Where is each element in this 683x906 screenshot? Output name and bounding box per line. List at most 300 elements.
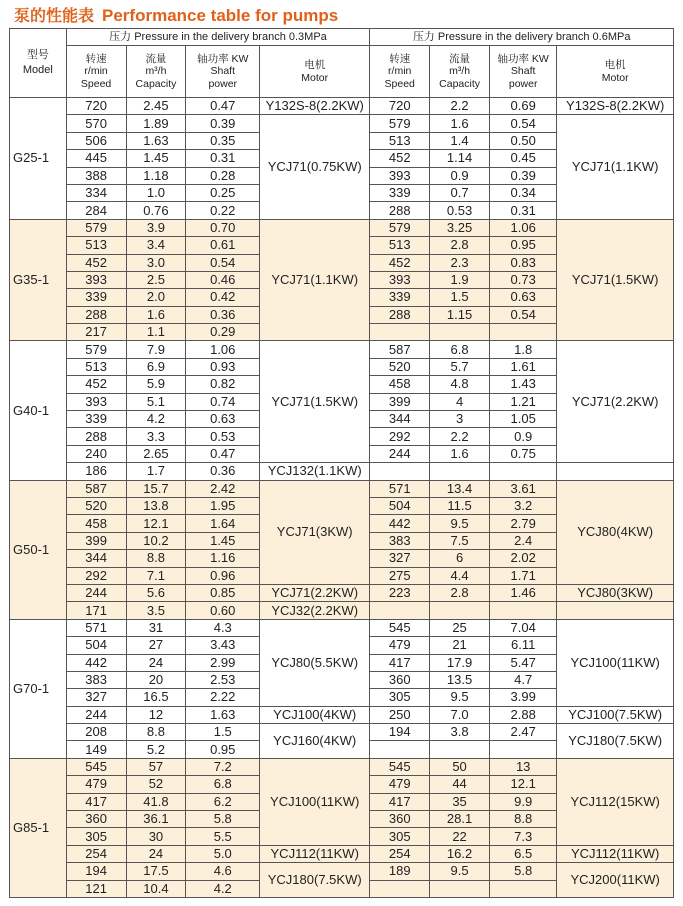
power-cell: 0.31 bbox=[490, 202, 557, 219]
speed-cell: 399 bbox=[370, 393, 430, 410]
power-cell: 0.36 bbox=[186, 306, 260, 323]
power-cell: 0.34 bbox=[490, 184, 557, 201]
speed-cell: 479 bbox=[66, 776, 126, 793]
model-cell: G25-1 bbox=[10, 98, 67, 220]
capacity-cell: 50 bbox=[430, 758, 490, 775]
speed-cell bbox=[370, 741, 430, 758]
capacity-cell: 27 bbox=[126, 637, 186, 654]
capacity-cell: 22 bbox=[430, 828, 490, 845]
capacity-cell: 5.6 bbox=[126, 584, 186, 601]
speed-cell: 513 bbox=[370, 132, 430, 149]
capacity-cell: 3.8 bbox=[430, 724, 490, 741]
power-cell: 2.99 bbox=[186, 654, 260, 671]
power-cell: 1.06 bbox=[490, 219, 557, 236]
speed-cell: 445 bbox=[66, 150, 126, 167]
speed-cell: 570 bbox=[66, 115, 126, 132]
capacity-cell: 2.2 bbox=[430, 428, 490, 445]
table-body bbox=[10, 98, 674, 898]
power-cell: 0.47 bbox=[186, 98, 260, 115]
speed-cell: 545 bbox=[370, 758, 430, 775]
power-cell: 0.73 bbox=[490, 271, 557, 288]
capacity-cell: 5.9 bbox=[126, 376, 186, 393]
power-cell bbox=[490, 324, 557, 341]
speed-cell: 327 bbox=[66, 689, 126, 706]
capacity-header: 流量 m³/h Capacity bbox=[430, 46, 490, 98]
capacity-cell: 3.0 bbox=[126, 254, 186, 271]
capacity-cell: 2.65 bbox=[126, 445, 186, 462]
speed-cell: 452 bbox=[370, 254, 430, 271]
speed-cell: 579 bbox=[66, 219, 126, 236]
capacity-cell: 3.3 bbox=[126, 428, 186, 445]
capacity-cell: 2.5 bbox=[126, 271, 186, 288]
capacity-cell: 3 bbox=[430, 411, 490, 428]
power-cell: 0.42 bbox=[186, 289, 260, 306]
title-en: Performance table for pumps bbox=[102, 6, 339, 25]
capacity-cell: 1.9 bbox=[430, 271, 490, 288]
speed-cell: 121 bbox=[66, 880, 126, 897]
speed-cell: 275 bbox=[370, 567, 430, 584]
speed-cell: 339 bbox=[370, 184, 430, 201]
capacity-cell: 0.53 bbox=[430, 202, 490, 219]
capacity-cell: 24 bbox=[126, 845, 186, 862]
speed-cell: 388 bbox=[66, 167, 126, 184]
power-cell: 0.36 bbox=[186, 463, 260, 480]
motor-cell: YCJ80(4KW) bbox=[557, 480, 674, 584]
capacity-cell: 13.4 bbox=[430, 480, 490, 497]
capacity-cell: 9.5 bbox=[430, 863, 490, 880]
power-cell: 0.22 bbox=[186, 202, 260, 219]
power-cell: 0.54 bbox=[186, 254, 260, 271]
motor-cell: YCJ112(11KW) bbox=[260, 845, 370, 862]
capacity-cell: 2.0 bbox=[126, 289, 186, 306]
speed-cell: 288 bbox=[370, 306, 430, 323]
speed-cell: 520 bbox=[370, 358, 430, 375]
motor-cell bbox=[557, 463, 674, 480]
capacity-cell: 7.9 bbox=[126, 341, 186, 358]
speed-cell: 587 bbox=[370, 341, 430, 358]
power-cell: 7.04 bbox=[490, 619, 557, 636]
motor-cell: YCJ80(5.5KW) bbox=[260, 619, 370, 706]
capacity-cell bbox=[430, 880, 490, 897]
capacity-cell: 11.5 bbox=[430, 497, 490, 514]
capacity-cell: 35 bbox=[430, 793, 490, 810]
capacity-cell bbox=[430, 463, 490, 480]
power-cell bbox=[490, 602, 557, 619]
power-cell: 0.82 bbox=[186, 376, 260, 393]
capacity-cell: 1.14 bbox=[430, 150, 490, 167]
speed-cell: 240 bbox=[66, 445, 126, 462]
capacity-cell: 10.2 bbox=[126, 532, 186, 549]
power-cell: 7.3 bbox=[490, 828, 557, 845]
capacity-cell: 7.0 bbox=[430, 706, 490, 723]
speed-cell: 305 bbox=[370, 689, 430, 706]
capacity-cell: 13.5 bbox=[430, 671, 490, 688]
power-cell: 2.22 bbox=[186, 689, 260, 706]
speed-cell: 288 bbox=[370, 202, 430, 219]
capacity-cell: 2.8 bbox=[430, 584, 490, 601]
speed-cell: 417 bbox=[370, 793, 430, 810]
capacity-cell: 8.8 bbox=[126, 724, 186, 741]
motor-cell: YCJ112(11KW) bbox=[557, 845, 674, 862]
power-cell: 0.95 bbox=[186, 741, 260, 758]
speed-cell: 545 bbox=[66, 758, 126, 775]
capacity-cell: 1.6 bbox=[126, 306, 186, 323]
capacity-cell: 3.5 bbox=[126, 602, 186, 619]
speed-cell: 452 bbox=[66, 254, 126, 271]
power-cell: 2.47 bbox=[490, 724, 557, 741]
power-cell: 0.74 bbox=[186, 393, 260, 410]
speed-cell: 417 bbox=[370, 654, 430, 671]
capacity-cell: 4.8 bbox=[430, 376, 490, 393]
speed-cell: 208 bbox=[66, 724, 126, 741]
capacity-cell: 21 bbox=[430, 637, 490, 654]
table-row bbox=[10, 863, 674, 880]
motor-cell: YCJ71(1.1KW) bbox=[557, 115, 674, 219]
capacity-cell: 44 bbox=[430, 776, 490, 793]
model-cell: G70-1 bbox=[10, 619, 67, 758]
capacity-cell: 2.2 bbox=[430, 98, 490, 115]
capacity-cell: 1.15 bbox=[430, 306, 490, 323]
capacity-cell: 24 bbox=[126, 654, 186, 671]
power-cell: 2.4 bbox=[490, 532, 557, 549]
power-cell: 3.43 bbox=[186, 637, 260, 654]
speed-cell: 171 bbox=[66, 602, 126, 619]
capacity-cell: 28.1 bbox=[430, 811, 490, 828]
capacity-cell: 36.1 bbox=[126, 811, 186, 828]
power-cell: 0.35 bbox=[186, 132, 260, 149]
power-cell: 0.31 bbox=[186, 150, 260, 167]
power-cell: 0.54 bbox=[490, 115, 557, 132]
capacity-cell: 12.1 bbox=[126, 515, 186, 532]
power-cell: 2.79 bbox=[490, 515, 557, 532]
capacity-cell: 5.2 bbox=[126, 741, 186, 758]
speed-cell: 571 bbox=[66, 619, 126, 636]
power-cell: 0.93 bbox=[186, 358, 260, 375]
performance-table bbox=[9, 28, 674, 898]
speed-cell: 244 bbox=[66, 584, 126, 601]
motor-cell: YCJ180(7.5KW) bbox=[557, 724, 674, 759]
capacity-cell: 2.8 bbox=[430, 237, 490, 254]
power-cell: 0.60 bbox=[186, 602, 260, 619]
power-cell: 0.63 bbox=[186, 411, 260, 428]
motor-header: 电机 Motor bbox=[260, 46, 370, 98]
capacity-cell: 1.1 bbox=[126, 324, 186, 341]
capacity-cell: 1.18 bbox=[126, 167, 186, 184]
table-row bbox=[10, 341, 674, 358]
speed-cell: 393 bbox=[370, 167, 430, 184]
table-row bbox=[10, 724, 674, 741]
motor-cell: YCJ100(11KW) bbox=[557, 619, 674, 706]
model-header: 型号 Model bbox=[10, 29, 67, 98]
power-cell: 0.83 bbox=[490, 254, 557, 271]
capacity-cell: 3.25 bbox=[430, 219, 490, 236]
speed-cell: 305 bbox=[66, 828, 126, 845]
speed-cell: 479 bbox=[370, 637, 430, 654]
speed-cell: 479 bbox=[370, 776, 430, 793]
capacity-cell: 4 bbox=[430, 393, 490, 410]
speed-cell: 149 bbox=[66, 741, 126, 758]
power-cell: 0.28 bbox=[186, 167, 260, 184]
model-cell: G35-1 bbox=[10, 219, 67, 341]
speed-cell: 720 bbox=[66, 98, 126, 115]
speed-cell: 442 bbox=[66, 654, 126, 671]
speed-cell: 571 bbox=[370, 480, 430, 497]
power-cell: 0.39 bbox=[186, 115, 260, 132]
power-cell bbox=[490, 463, 557, 480]
speed-cell: 579 bbox=[66, 341, 126, 358]
power-cell: 2.53 bbox=[186, 671, 260, 688]
motor-cell: YCJ132(1.1KW) bbox=[260, 463, 370, 480]
table-row bbox=[10, 115, 674, 132]
capacity-cell: 1.0 bbox=[126, 184, 186, 201]
capacity-cell: 16.5 bbox=[126, 689, 186, 706]
power-cell: 5.0 bbox=[186, 845, 260, 862]
speed-cell: 579 bbox=[370, 219, 430, 236]
capacity-cell: 41.8 bbox=[126, 793, 186, 810]
motor-cell: YCJ71(2.2KW) bbox=[260, 584, 370, 601]
power-cell: 5.8 bbox=[186, 811, 260, 828]
page-title bbox=[14, 2, 338, 30]
capacity-cell: 6.8 bbox=[430, 341, 490, 358]
table-row bbox=[10, 845, 674, 862]
speed-cell: 305 bbox=[370, 828, 430, 845]
power-cell: 2.02 bbox=[490, 550, 557, 567]
power-cell: 0.53 bbox=[186, 428, 260, 445]
speed-cell: 327 bbox=[370, 550, 430, 567]
power-header: 轴功率 KW Shaft power bbox=[490, 46, 557, 98]
motor-cell: YCJ112(15KW) bbox=[557, 758, 674, 845]
power-cell: 0.9 bbox=[490, 428, 557, 445]
speed-cell: 189 bbox=[370, 863, 430, 880]
power-cell: 6.11 bbox=[490, 637, 557, 654]
motor-cell: Y132S-8(2.2KW) bbox=[557, 98, 674, 115]
motor-cell: YCJ100(11KW) bbox=[260, 758, 370, 845]
capacity-cell: 1.5 bbox=[430, 289, 490, 306]
capacity-cell: 12 bbox=[126, 706, 186, 723]
table-row bbox=[10, 584, 674, 601]
capacity-cell: 8.8 bbox=[126, 550, 186, 567]
capacity-cell: 0.76 bbox=[126, 202, 186, 219]
power-cell: 6.5 bbox=[490, 845, 557, 862]
capacity-cell: 1.6 bbox=[430, 445, 490, 462]
speed-cell: 458 bbox=[370, 376, 430, 393]
motor-cell: YCJ71(0.75KW) bbox=[260, 115, 370, 219]
speed-cell: 334 bbox=[66, 184, 126, 201]
power-cell: 8.8 bbox=[490, 811, 557, 828]
speed-cell: 579 bbox=[370, 115, 430, 132]
power-cell: 5.5 bbox=[186, 828, 260, 845]
speed-cell: 194 bbox=[370, 724, 430, 741]
speed-cell: 452 bbox=[66, 376, 126, 393]
power-cell: 1.5 bbox=[186, 724, 260, 741]
speed-cell: 339 bbox=[66, 289, 126, 306]
power-cell: 0.39 bbox=[490, 167, 557, 184]
power-cell: 9.9 bbox=[490, 793, 557, 810]
model-cell: G85-1 bbox=[10, 758, 67, 897]
capacity-cell: 52 bbox=[126, 776, 186, 793]
speed-cell: 360 bbox=[370, 811, 430, 828]
speed-cell: 254 bbox=[370, 845, 430, 862]
power-cell: 2.88 bbox=[490, 706, 557, 723]
capacity-cell: 2.45 bbox=[126, 98, 186, 115]
speed-cell: 360 bbox=[370, 671, 430, 688]
motor-cell: YCJ200(11KW) bbox=[557, 863, 674, 898]
capacity-header: 流量 m³/h Capacity bbox=[126, 46, 186, 98]
capacity-cell: 2.3 bbox=[430, 254, 490, 271]
capacity-cell: 17.5 bbox=[126, 863, 186, 880]
motor-cell: YCJ71(1.5KW) bbox=[260, 341, 370, 463]
speed-cell: 292 bbox=[370, 428, 430, 445]
motor-cell: YCJ80(3KW) bbox=[557, 584, 674, 601]
table-row bbox=[10, 602, 674, 619]
power-cell: 1.63 bbox=[186, 706, 260, 723]
speed-cell: 339 bbox=[66, 411, 126, 428]
power-cell: 3.2 bbox=[490, 497, 557, 514]
motor-cell: Y132S-8(2.2KW) bbox=[260, 98, 370, 115]
power-cell: 0.50 bbox=[490, 132, 557, 149]
table-row bbox=[10, 706, 674, 723]
capacity-cell: 17.9 bbox=[430, 654, 490, 671]
motor-cell: YCJ71(1.5KW) bbox=[557, 219, 674, 341]
motor-header: 电机 Motor bbox=[557, 46, 674, 98]
capacity-cell: 57 bbox=[126, 758, 186, 775]
speed-cell: 587 bbox=[66, 480, 126, 497]
speed-cell: 217 bbox=[66, 324, 126, 341]
power-cell: 6.2 bbox=[186, 793, 260, 810]
speed-cell: 292 bbox=[66, 567, 126, 584]
capacity-cell bbox=[430, 741, 490, 758]
power-cell: 0.25 bbox=[186, 184, 260, 201]
motor-cell: YCJ32(2.2KW) bbox=[260, 602, 370, 619]
motor-cell: YCJ71(2.2KW) bbox=[557, 341, 674, 463]
power-cell: 1.21 bbox=[490, 393, 557, 410]
speed-cell: 393 bbox=[66, 271, 126, 288]
speed-cell: 393 bbox=[370, 271, 430, 288]
power-cell: 0.61 bbox=[186, 237, 260, 254]
power-cell: 7.2 bbox=[186, 758, 260, 775]
capacity-cell: 1.4 bbox=[430, 132, 490, 149]
motor-cell: YCJ100(4KW) bbox=[260, 706, 370, 723]
speed-cell: 545 bbox=[370, 619, 430, 636]
capacity-cell: 1.63 bbox=[126, 132, 186, 149]
capacity-cell: 9.5 bbox=[430, 515, 490, 532]
speed-cell: 250 bbox=[370, 706, 430, 723]
capacity-cell: 16.2 bbox=[430, 845, 490, 862]
speed-cell: 506 bbox=[66, 132, 126, 149]
motor-cell: YCJ100(7.5KW) bbox=[557, 706, 674, 723]
power-cell: 1.45 bbox=[186, 532, 260, 549]
capacity-cell: 3.9 bbox=[126, 219, 186, 236]
power-cell: 1.95 bbox=[186, 497, 260, 514]
speed-cell: 360 bbox=[66, 811, 126, 828]
capacity-cell: 0.7 bbox=[430, 184, 490, 201]
power-cell: 6.8 bbox=[186, 776, 260, 793]
power-cell: 0.96 bbox=[186, 567, 260, 584]
power-cell: 12.1 bbox=[490, 776, 557, 793]
power-cell: 0.95 bbox=[490, 237, 557, 254]
power-cell: 0.47 bbox=[186, 445, 260, 462]
speed-cell: 513 bbox=[370, 237, 430, 254]
speed-cell bbox=[370, 880, 430, 897]
power-cell: 0.85 bbox=[186, 584, 260, 601]
speed-cell: 399 bbox=[66, 532, 126, 549]
speed-cell: 223 bbox=[370, 584, 430, 601]
motor-cell: YCJ160(4KW) bbox=[260, 724, 370, 759]
capacity-cell bbox=[430, 602, 490, 619]
capacity-cell: 10.4 bbox=[126, 880, 186, 897]
speed-cell bbox=[370, 602, 430, 619]
power-cell: 3.99 bbox=[490, 689, 557, 706]
speed-cell: 186 bbox=[66, 463, 126, 480]
speed-cell: 513 bbox=[66, 237, 126, 254]
power-cell: 2.42 bbox=[186, 480, 260, 497]
power-cell: 3.61 bbox=[490, 480, 557, 497]
motor-cell: YCJ71(1.1KW) bbox=[260, 219, 370, 341]
power-cell: 4.3 bbox=[186, 619, 260, 636]
speed-cell bbox=[370, 324, 430, 341]
power-cell: 1.71 bbox=[490, 567, 557, 584]
table-row bbox=[10, 463, 674, 480]
power-cell bbox=[490, 880, 557, 897]
capacity-cell: 6 bbox=[430, 550, 490, 567]
power-cell bbox=[490, 741, 557, 758]
capacity-cell: 9.5 bbox=[430, 689, 490, 706]
speed-cell: 504 bbox=[66, 637, 126, 654]
power-cell: 4.6 bbox=[186, 863, 260, 880]
speed-cell: 393 bbox=[66, 393, 126, 410]
capacity-cell: 15.7 bbox=[126, 480, 186, 497]
capacity-cell: 3.4 bbox=[126, 237, 186, 254]
speed-cell: 383 bbox=[370, 532, 430, 549]
capacity-cell: 7.1 bbox=[126, 567, 186, 584]
power-cell: 1.61 bbox=[490, 358, 557, 375]
power-cell: 4.2 bbox=[186, 880, 260, 897]
power-cell: 0.54 bbox=[490, 306, 557, 323]
capacity-cell: 5.7 bbox=[430, 358, 490, 375]
speed-cell: 720 bbox=[370, 98, 430, 115]
speed-cell bbox=[370, 463, 430, 480]
speed-cell: 254 bbox=[66, 845, 126, 862]
speed-cell: 344 bbox=[66, 550, 126, 567]
capacity-cell: 13.8 bbox=[126, 497, 186, 514]
power-cell: 1.06 bbox=[186, 341, 260, 358]
power-cell: 13 bbox=[490, 758, 557, 775]
model-cell: G50-1 bbox=[10, 480, 67, 619]
power-header: 轴功率 KW Shaft power bbox=[186, 46, 260, 98]
speed-cell: 383 bbox=[66, 671, 126, 688]
speed-cell: 244 bbox=[370, 445, 430, 462]
capacity-cell: 6.9 bbox=[126, 358, 186, 375]
power-cell: 0.45 bbox=[490, 150, 557, 167]
speed-cell: 417 bbox=[66, 793, 126, 810]
power-cell: 0.75 bbox=[490, 445, 557, 462]
speed-cell: 344 bbox=[370, 411, 430, 428]
power-cell: 1.8 bbox=[490, 341, 557, 358]
motor-cell: YCJ71(3KW) bbox=[260, 480, 370, 584]
power-cell: 4.7 bbox=[490, 671, 557, 688]
power-cell: 5.47 bbox=[490, 654, 557, 671]
speed-cell: 288 bbox=[66, 428, 126, 445]
table-row bbox=[10, 219, 674, 236]
power-cell: 0.46 bbox=[186, 271, 260, 288]
speed-cell: 442 bbox=[370, 515, 430, 532]
power-cell: 0.63 bbox=[490, 289, 557, 306]
speed-cell: 244 bbox=[66, 706, 126, 723]
power-cell: 1.43 bbox=[490, 376, 557, 393]
speed-cell: 284 bbox=[66, 202, 126, 219]
speed-cell: 513 bbox=[66, 358, 126, 375]
capacity-cell bbox=[430, 324, 490, 341]
